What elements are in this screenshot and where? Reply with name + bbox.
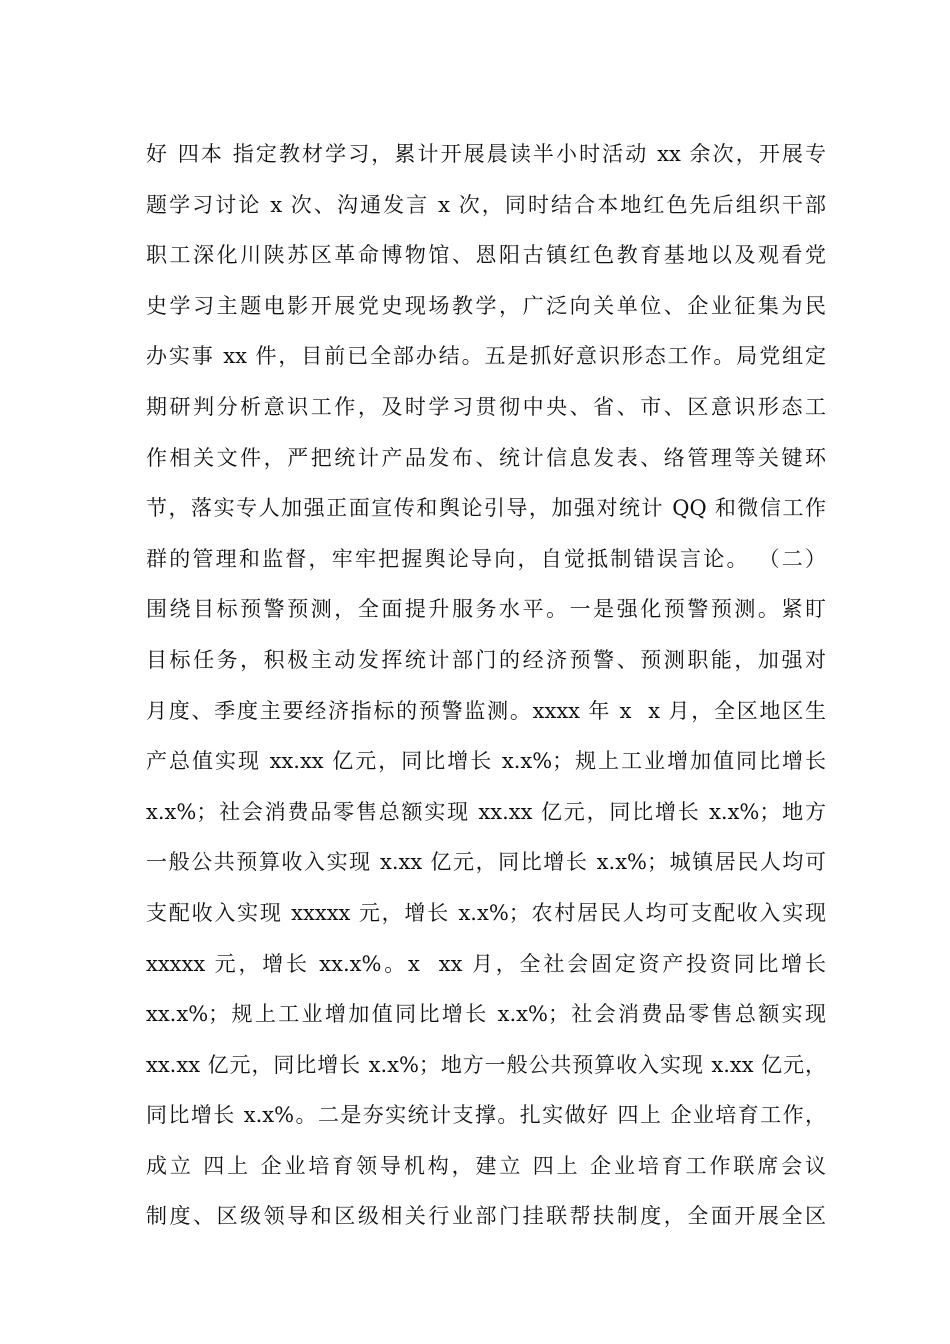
text-line-14: x.x%；社会消费品零售总额实现 xx.xx 亿元，同比增长 x.x%；地方 — [146, 799, 826, 824]
text-line-5: 办实事 xx 件，目前已全部办结。五是抓好意识形态工作。局党组定 — [146, 344, 826, 369]
text-line-20: 同比增长 x.x%。二是夯实统计支撑。扎实做好 四上 企业培育工作， — [146, 1103, 826, 1128]
text-line-13: 产总值实现 xx.xx 亿元，同比增长 x.x%；规上工业增加值同比增长 — [146, 749, 826, 774]
text-line-11: 目标任务，积极主动发挥统计部门的经济预警、预测职能，加强对 — [146, 647, 826, 672]
text-line-9: 群的管理和监督，牢牢把握舆论导向，自觉抵制错误言论。 （二） — [146, 546, 826, 571]
text-line-16: 支配收入实现 xxxxx 元，增长 x.x%；农村居民人均可支配收入实现 — [146, 900, 826, 925]
text-line-4: 史学习主题电影开展党史现场教学，广泛向关单位、企业征集为民 — [146, 293, 826, 318]
text-line-17: xxxxx 元，增长 xx.x%。x xx 月，全社会固定资产投资同比增长 — [146, 951, 826, 976]
text-line-12: 月度、季度主要经济指标的预警监测。xxxx 年 x x 月，全区地区生 — [146, 698, 826, 723]
text-line-15: 一般公共预算收入实现 x.xx 亿元，同比增长 x.x%；城镇居民人均可 — [146, 850, 826, 875]
text-line-3: 职工深化川陕苏区革命博物馆、恩阳古镇红色教育基地以及观看党 — [146, 243, 826, 268]
text-line-22: 制度、区级领导和区级相关行业部门挂联帮扶制度，全面开展全区 — [146, 1204, 826, 1229]
text-line-7: 作相关文件，严把统计产品发布、统计信息发表、络管理等关键环 — [146, 445, 826, 470]
text-line-19: xx.xx 亿元，同比增长 x.x%；地方一般公共预算收入实现 x.xx 亿元， — [146, 1052, 826, 1077]
text-line-10: 围绕目标预警预测，全面提升服务水平。一是强化预警预测。紧盯 — [146, 597, 826, 622]
text-line-21: 成立 四上 企业培育领导机构，建立 四上 企业培育工作联席会议 — [146, 1153, 826, 1178]
text-line-6: 期研判分析意识工作，及时学习贯彻中央、省、市、区意识形态工 — [146, 394, 826, 419]
text-line-2: 题学习讨论 x 次、沟通发言 x 次，同时结合本地红色先后组织干部 — [146, 192, 826, 217]
text-line-8: 节，落实专人加强正面宣传和舆论引导，加强对统计 QQ 和微信工作 — [146, 496, 826, 521]
text-line-18: xx.x%；规上工业增加值同比增长 x.x%；社会消费品零售总额实现 — [146, 1002, 826, 1027]
text-line-1: 好 四本 指定教材学习，累计开展晨读半小时活动 xx 余次，开展专 — [146, 142, 826, 166]
body-text — [146, 134, 826, 1247]
